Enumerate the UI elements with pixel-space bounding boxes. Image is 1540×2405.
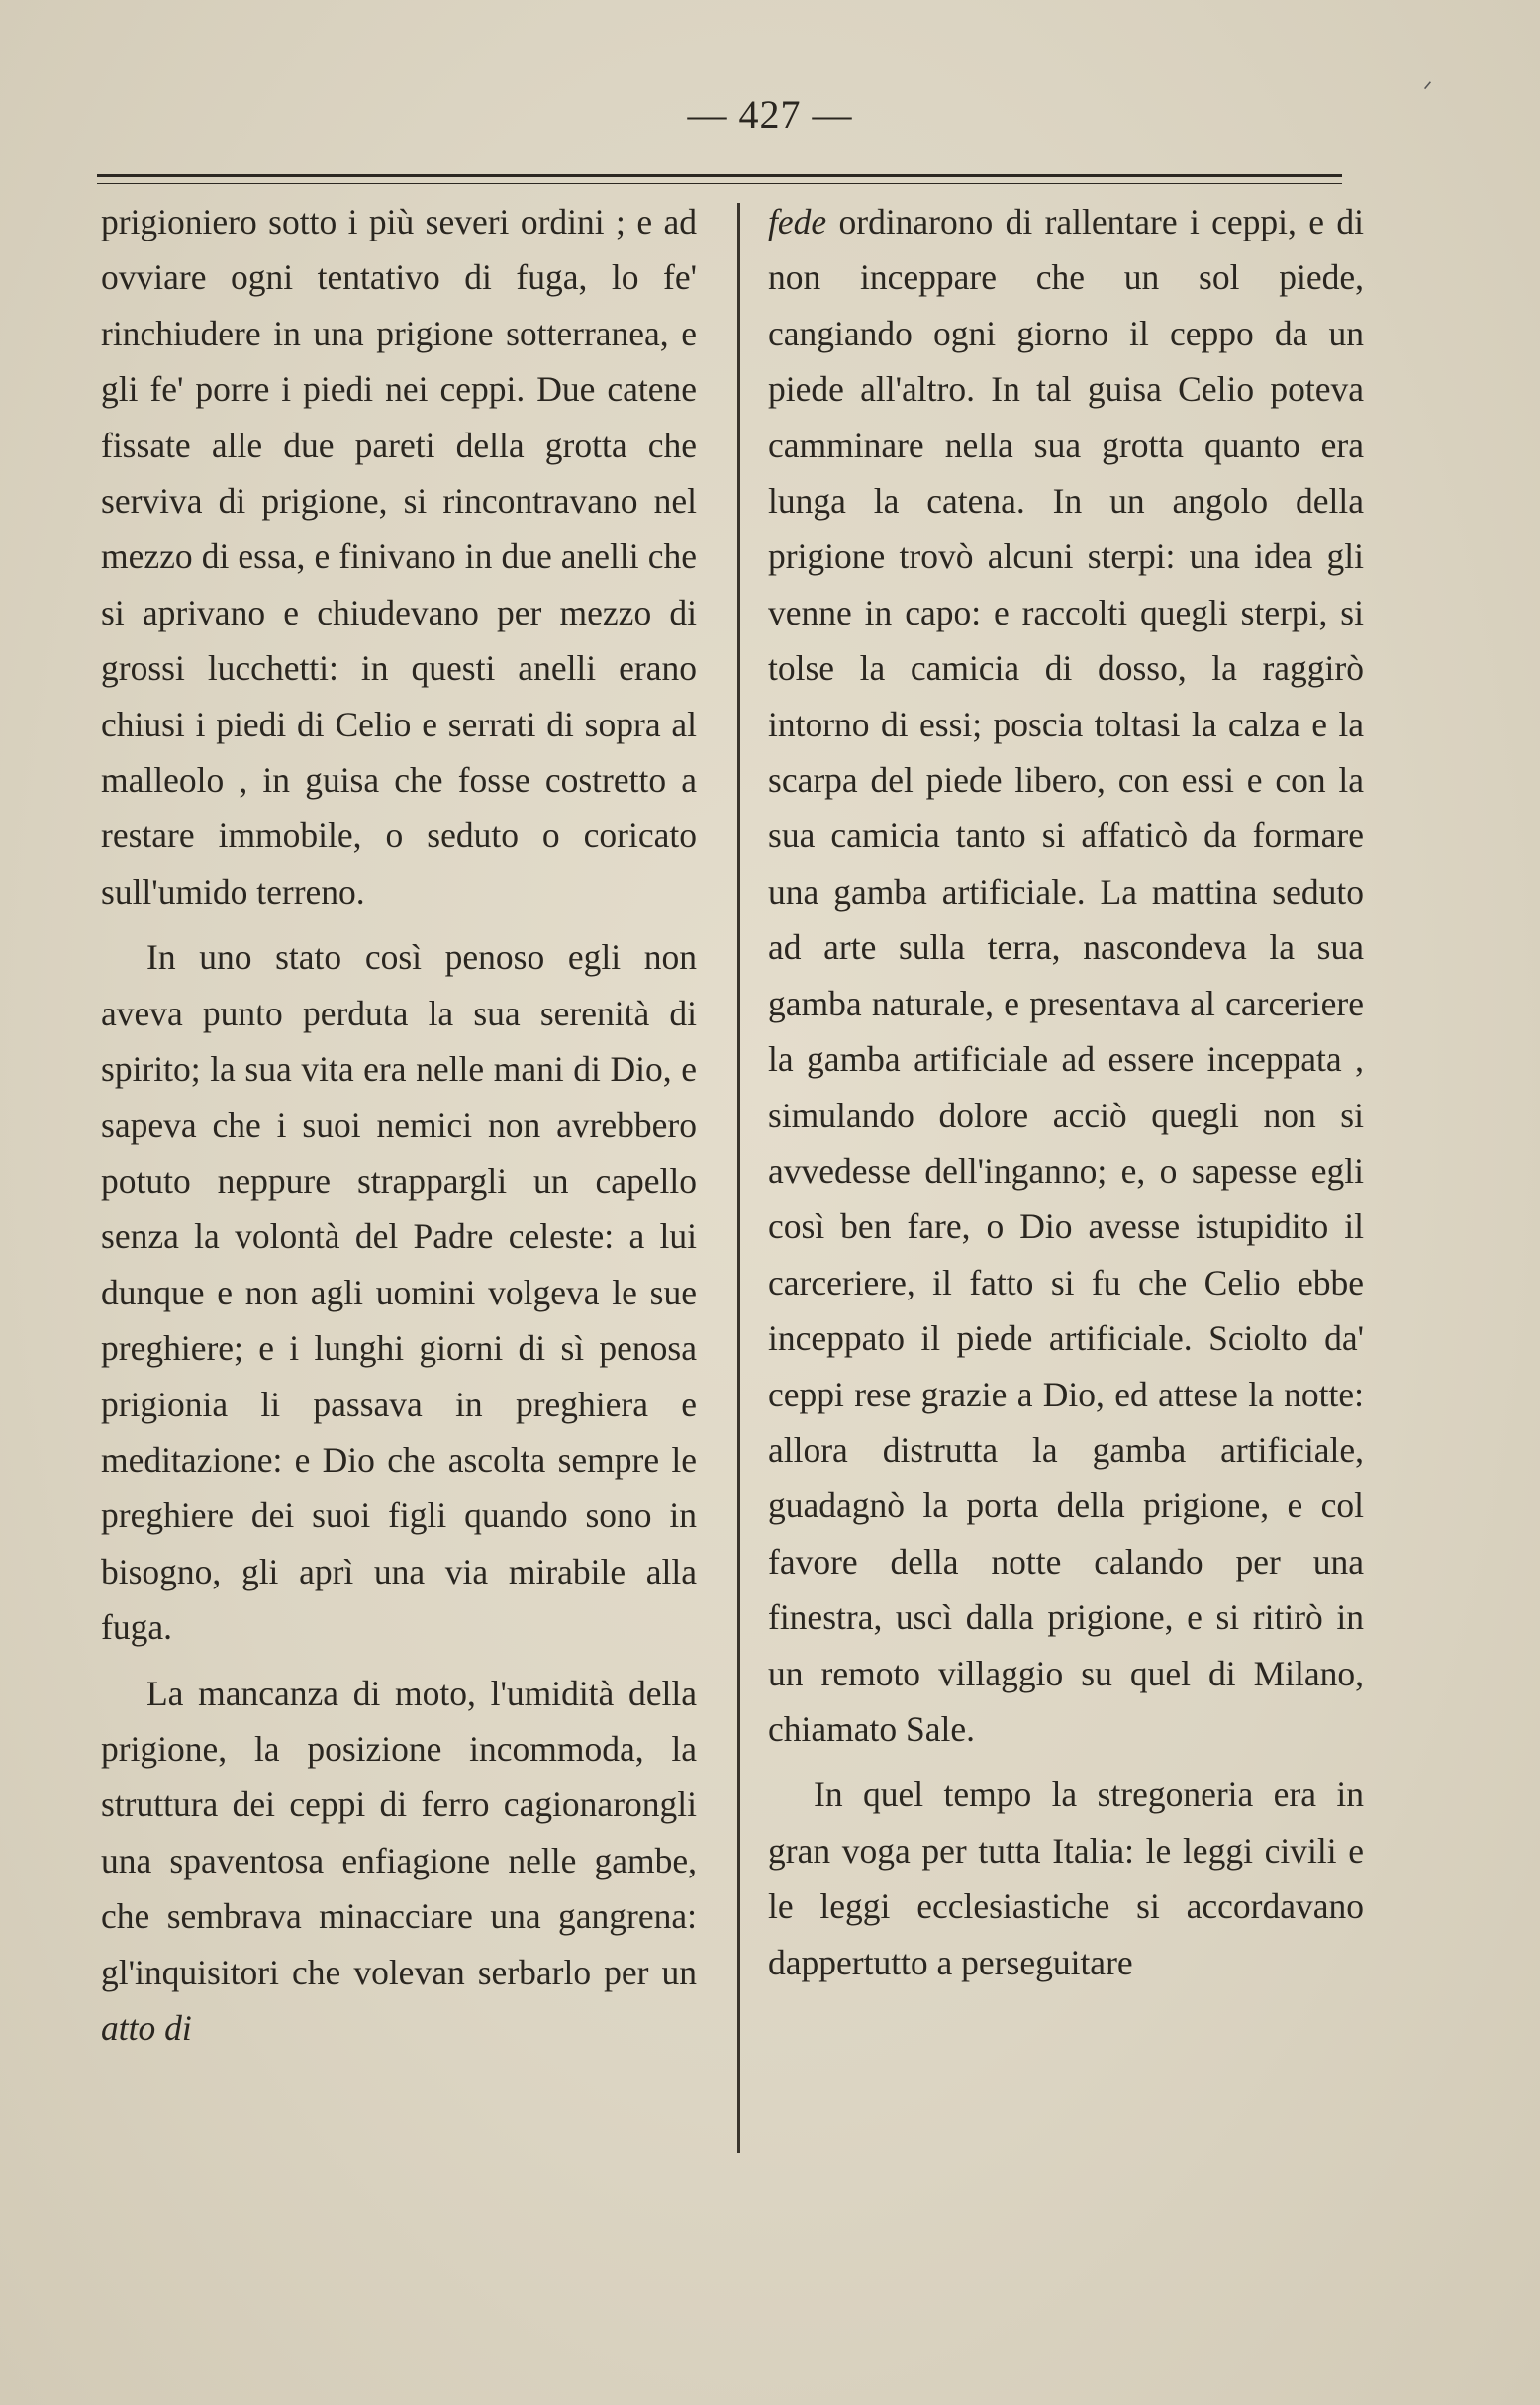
header-rule — [97, 174, 1342, 184]
page-number: — 427 — — [687, 92, 853, 137]
left-paragraph-3-italic: atto di — [101, 2008, 192, 2048]
right-paragraph-1 — [768, 194, 1364, 1757]
margin-mark: ᐟ — [1423, 77, 1433, 102]
left-paragraph-1: prigioniero sotto i più severi ordini ; e ad ovviare ogni tentativo di fuga, lo fe' rinchiudere in una prigione sotterranea, e gli fe' porre i piedi nei ceppi. Due catene fissate alle due pareti della grotta che serviva di prigione, si rincontravano nel mezzo di essa, e finivano in due anelli che si aprivano e chiudevano per mezzo di grossi lucchetti: in questi anelli erano chiusi i piedi di Celio e serrati di sopra al malleolo , in guisa che fosse costretto a restare immobile, o seduto o coricato sull'umido terreno. — [101, 202, 697, 912]
right-paragraph-1-italic: fede — [768, 202, 827, 241]
left-paragraph-3 — [101, 1666, 697, 2057]
right-column — [768, 194, 1364, 1990]
right-paragraph-1-text: ordinarono di rallentare i ceppi, e di non inceppare che un sol piede, cangiando ogni giorno il ceppo da un piede all'altro. In tal guisa Celio poteva camminare nella sua grotta quanto era lunga la catena. In un angolo della prigione trovò alcuni sterpi: una idea gli venne in capo: e raccolti quegli sterpi, si tolse la camicia di dosso, la raggirò intorno di essi; poscia toltasi la calza e la scarpa del piede libero, con essi e con la sua camicia tanto si affaticò da formare una gamba artificiale. La mattina seduto ad arte sulla terra, nascondeva la sua gamba naturale, e presentava al carceriere la gamba artificiale ad essere inceppata , simulando dolore acciò quegli non si avvedesse dell'inganno; e, o sapesse egli così ben fare, o Dio avesse istupidito il carceriere, il fatto si fu che Celio ebbe inceppato il piede artificiale. Sciolto da' ceppi rese grazie a Dio, ed attese la notte: allora distrutta la gamba artificiale, guadagnò la porta della prigione, e col favore della notte calando per una finestra, uscì dalla prigione, e si ritirò in un remoto villaggio su quel di Milano, chiamato Sale. — [768, 202, 1364, 1749]
column-divider — [737, 203, 740, 2153]
left-column — [101, 194, 697, 2056]
right-paragraph-2: In quel tempo la stregoneria era in gran voga per tutta Italia: le leggi civili e le leggi ecclesiastiche si accordavano dappertutto a perseguitare — [768, 1775, 1364, 1982]
left-paragraph-3-text: La mancanza di moto, l'umidità della prigione, la posizione incommoda, la struttura dei ceppi di ferro cagionarongli una spaventosa enfiagione nelle gambe, che sembrava minacciare una gangrena: gl'inquisitori che volevan serbarlo per un — [101, 1673, 697, 1992]
left-paragraph-2: In uno stato così penoso egli non aveva punto perduta la sua serenità di spirito; la sua vita era nelle mani di Dio, e sapeva che i suoi nemici non avrebbero potuto neppure strappargli un capello senza la volontà del Padre celeste: a lui dunque e non agli uomini volgeva le sue preghiere; e i lunghi giorni di sì penosa prigionia li passava in preghiera e meditazione: e Dio che ascolta sempre le preghiere dei suoi figli quando sono in bisogno, gli aprì una via mirabile alla fuga. — [101, 937, 697, 1648]
